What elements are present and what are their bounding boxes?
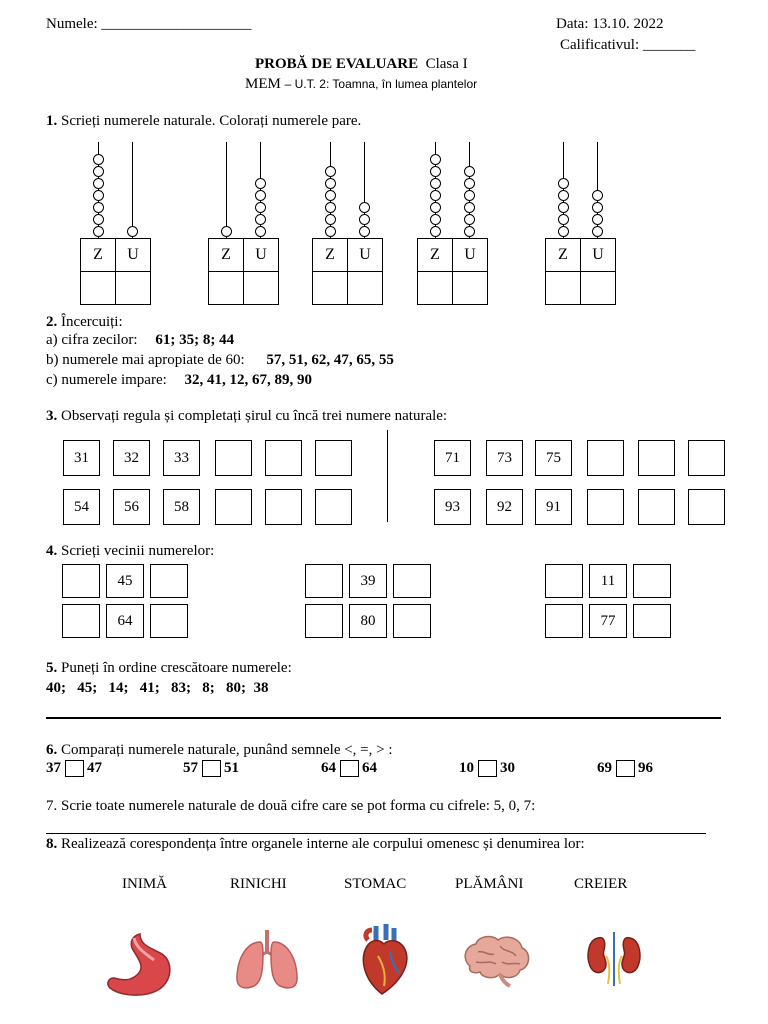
stomach-icon bbox=[100, 930, 180, 1000]
tens-bead bbox=[430, 178, 441, 189]
ex3-left-number-box: 56 bbox=[113, 489, 150, 525]
u-header-cell: U bbox=[115, 238, 151, 272]
tens-bead bbox=[93, 154, 104, 165]
ex6-pair-4 bbox=[459, 760, 515, 777]
ex2-a-label: a) cifra zecilor: bbox=[46, 332, 138, 348]
ex7-answer-line bbox=[46, 833, 706, 834]
ex4-number-box: 39 bbox=[349, 564, 387, 598]
u-header-cell: U bbox=[243, 238, 279, 272]
subject-bold: MEM bbox=[245, 76, 281, 92]
ex1-text: Scrieți numerele naturale. Colorați numerele pare. bbox=[61, 113, 362, 129]
ex3-text: Observați regula și completați șirul cu încă trei numere naturale: bbox=[61, 408, 448, 424]
ex3-right-number-box: 91 bbox=[535, 489, 572, 525]
units-bead bbox=[359, 202, 370, 213]
subtitle bbox=[245, 76, 477, 93]
subject-rest: – U.T. 2: Toamna, în lumea plantelor bbox=[284, 77, 478, 91]
units-answer-box[interactable] bbox=[347, 271, 383, 305]
units-bead bbox=[255, 214, 266, 225]
ex6-sign-box[interactable] bbox=[478, 760, 497, 777]
ex4-successor-box[interactable] bbox=[150, 604, 188, 638]
organ-label-kidneys: RINICHI bbox=[230, 876, 287, 892]
ex4-number-box: 11 bbox=[589, 564, 627, 598]
ex6-right-number: 47 bbox=[87, 760, 102, 776]
ex3-left-number-box: 54 bbox=[63, 489, 100, 525]
tens-bead bbox=[558, 178, 569, 189]
ex4-successor-box[interactable] bbox=[393, 564, 431, 598]
units-rod bbox=[132, 142, 133, 238]
ex3-right-answer-box[interactable] bbox=[638, 489, 675, 525]
z-header-cell: Z bbox=[417, 238, 453, 272]
ex5-text: Puneți în ordine crescătoare numerele: bbox=[61, 660, 292, 676]
ex5-answer-line bbox=[46, 717, 721, 719]
tens-answer-box[interactable] bbox=[208, 271, 244, 305]
ex4-predecessor-box[interactable] bbox=[545, 564, 583, 598]
ex6-right-number: 30 bbox=[500, 760, 515, 776]
tens-answer-box[interactable] bbox=[545, 271, 581, 305]
ex3-right-number-box: 71 bbox=[434, 440, 471, 476]
units-bead bbox=[464, 214, 475, 225]
ex6-right-number: 51 bbox=[224, 760, 239, 776]
ex2-c-values: 32, 41, 12, 67, 89, 90 bbox=[184, 372, 313, 388]
ex6-left-number: 69 bbox=[597, 760, 612, 776]
ex3-left-number-box: 31 bbox=[63, 440, 100, 476]
ex2-c-label: c) numerele impare: bbox=[46, 372, 167, 388]
units-bead bbox=[592, 214, 603, 225]
ex3-left-answer-box[interactable] bbox=[215, 440, 252, 476]
ex1-heading bbox=[46, 113, 361, 130]
ex4-successor-box[interactable] bbox=[393, 604, 431, 638]
ex4-heading bbox=[46, 543, 214, 560]
ex8-heading bbox=[46, 836, 585, 853]
tens-bead bbox=[558, 214, 569, 225]
units-bead bbox=[255, 190, 266, 201]
ex2-heading bbox=[46, 314, 123, 331]
units-bead bbox=[592, 226, 603, 237]
tens-bead bbox=[93, 226, 104, 237]
ex3-right-answer-box[interactable] bbox=[688, 440, 725, 476]
units-bead bbox=[255, 226, 266, 237]
ex4-number: 4. bbox=[46, 543, 58, 559]
ex2-number: 2. bbox=[46, 314, 58, 330]
ex3-left-answer-box[interactable] bbox=[265, 440, 302, 476]
ex6-sign-box[interactable] bbox=[202, 760, 221, 777]
units-bead bbox=[127, 226, 138, 237]
ex6-left-number: 57 bbox=[183, 760, 198, 776]
ex3-left-number-box: 33 bbox=[163, 440, 200, 476]
ex2-text: Încercuiți: bbox=[61, 314, 123, 330]
ex6-right-number: 96 bbox=[638, 760, 653, 776]
ex3-left-answer-box[interactable] bbox=[315, 489, 352, 525]
ex4-number-box: 45 bbox=[106, 564, 144, 598]
page-title bbox=[255, 56, 468, 73]
brain-icon bbox=[460, 932, 532, 988]
ex3-divider bbox=[387, 430, 388, 522]
kidneys-icon bbox=[584, 932, 644, 986]
units-answer-box[interactable] bbox=[115, 271, 151, 305]
ex6-right-number: 64 bbox=[362, 760, 377, 776]
tens-bead bbox=[93, 214, 104, 225]
ex3-left-answer-box[interactable] bbox=[265, 489, 302, 525]
u-header-cell: U bbox=[347, 238, 383, 272]
ex4-predecessor-box[interactable] bbox=[305, 564, 343, 598]
tens-bead bbox=[558, 226, 569, 237]
units-bead bbox=[592, 202, 603, 213]
tens-bead bbox=[93, 202, 104, 213]
ex4-successor-box[interactable] bbox=[633, 604, 671, 638]
ex6-left-number: 37 bbox=[46, 760, 61, 776]
date-label: Data: 13.10. 2022 bbox=[556, 16, 664, 32]
ex6-sign-box[interactable] bbox=[340, 760, 359, 777]
units-bead bbox=[464, 202, 475, 213]
tens-answer-box[interactable] bbox=[417, 271, 453, 305]
ex3-right-number-box: 75 bbox=[535, 440, 572, 476]
z-header-cell: Z bbox=[80, 238, 116, 272]
tens-bead bbox=[325, 214, 336, 225]
ex2-a-values: 61; 35; 8; 44 bbox=[155, 332, 235, 348]
ex3-left-number-box: 58 bbox=[163, 489, 200, 525]
tens-bead bbox=[93, 178, 104, 189]
ex5-values: 40; 45; 14; 41; 83; 8; 80; 38 bbox=[46, 680, 269, 696]
ex1-number: 1. bbox=[46, 113, 58, 129]
ex3-left-answer-box[interactable] bbox=[315, 440, 352, 476]
title-class: Clasa I bbox=[425, 56, 468, 72]
organ-label-lungs: PLĂMÂNI bbox=[455, 876, 524, 892]
ex6-left-number: 10 bbox=[459, 760, 474, 776]
units-bead bbox=[255, 202, 266, 213]
ex3-left-number-box: 32 bbox=[113, 440, 150, 476]
ex8-text: Realizează corespondența între organele interne ale corpului omenesc și denumirea lor: bbox=[61, 836, 585, 852]
tens-bead bbox=[558, 202, 569, 213]
units-bead bbox=[464, 166, 475, 177]
ex6-heading bbox=[46, 742, 393, 759]
tens-bead bbox=[430, 202, 441, 213]
tens-bead bbox=[430, 226, 441, 237]
ex3-right-number-box: 92 bbox=[486, 489, 523, 525]
tens-answer-box[interactable] bbox=[80, 271, 116, 305]
ex3-right-answer-box[interactable] bbox=[638, 440, 675, 476]
units-bead bbox=[255, 178, 266, 189]
z-header-cell: Z bbox=[545, 238, 581, 272]
tens-rod bbox=[226, 142, 227, 238]
ex5-number: 5. bbox=[46, 660, 58, 676]
ex7-text: 7. Scrie toate numerele naturale de două cifre care se pot forma cu cifrele: 5, 0, 7: bbox=[46, 798, 536, 814]
ex3-left-answer-box[interactable] bbox=[215, 489, 252, 525]
ex3-right-answer-box[interactable] bbox=[688, 489, 725, 525]
ex6-pair-5 bbox=[597, 760, 653, 777]
name-label: Numele: ____________________ bbox=[46, 16, 252, 32]
ex3-right-answer-box[interactable] bbox=[587, 489, 624, 525]
lungs-icon bbox=[232, 928, 302, 992]
title-bold: PROBĂ DE EVALUARE bbox=[255, 56, 419, 72]
ex6-sign-box[interactable] bbox=[65, 760, 84, 777]
tens-bead bbox=[93, 190, 104, 201]
units-bead bbox=[592, 190, 603, 201]
ex3-right-number-box: 73 bbox=[486, 440, 523, 476]
ex6-left-number: 64 bbox=[321, 760, 336, 776]
ex3-right-number-box: 93 bbox=[434, 489, 471, 525]
ex5-heading bbox=[46, 660, 292, 677]
tens-bead bbox=[325, 226, 336, 237]
ex6-pair-2 bbox=[183, 760, 239, 777]
tens-bead bbox=[558, 190, 569, 201]
ex2-a bbox=[46, 332, 234, 349]
ex6-text: Comparați numerele naturale, punând semnele <, =, > : bbox=[61, 742, 393, 758]
tens-bead bbox=[221, 226, 232, 237]
tens-bead bbox=[325, 190, 336, 201]
units-bead bbox=[359, 226, 370, 237]
ex2-b bbox=[46, 352, 394, 369]
organ-label-brain: CREIER bbox=[574, 876, 628, 892]
tens-bead bbox=[430, 166, 441, 177]
heart-icon bbox=[356, 922, 414, 998]
tens-bead bbox=[430, 154, 441, 165]
u-header-cell: U bbox=[452, 238, 488, 272]
ex3-number: 3. bbox=[46, 408, 58, 424]
ex4-number-box: 80 bbox=[349, 604, 387, 638]
ex6-pair-3 bbox=[321, 760, 377, 777]
ex4-successor-box[interactable] bbox=[150, 564, 188, 598]
z-header-cell: Z bbox=[312, 238, 348, 272]
tens-answer-box[interactable] bbox=[312, 271, 348, 305]
ex4-text: Scrieți vecinii numerelor: bbox=[61, 543, 215, 559]
units-answer-box[interactable] bbox=[243, 271, 279, 305]
ex4-number-box: 77 bbox=[589, 604, 627, 638]
organ-label-heart: INIMĂ bbox=[122, 876, 167, 892]
ex4-predecessor-box[interactable] bbox=[545, 604, 583, 638]
units-answer-box[interactable] bbox=[452, 271, 488, 305]
organ-label-stomach: STOMAC bbox=[344, 876, 407, 892]
ex3-heading bbox=[46, 408, 447, 425]
ex2-b-values: 57, 51, 62, 47, 65, 55 bbox=[266, 352, 394, 368]
ex4-predecessor-box[interactable] bbox=[62, 564, 100, 598]
tens-bead bbox=[325, 202, 336, 213]
u-header-cell: U bbox=[580, 238, 616, 272]
ex3-right-answer-box[interactable] bbox=[587, 440, 624, 476]
ex6-sign-box[interactable] bbox=[616, 760, 635, 777]
units-answer-box[interactable] bbox=[580, 271, 616, 305]
tens-bead bbox=[430, 214, 441, 225]
ex8-number: 8. bbox=[46, 836, 58, 852]
ex4-number-box: 64 bbox=[106, 604, 144, 638]
ex4-predecessor-box[interactable] bbox=[62, 604, 100, 638]
tens-bead bbox=[325, 178, 336, 189]
tens-bead bbox=[93, 166, 104, 177]
units-bead bbox=[464, 226, 475, 237]
ex2-b-label: b) numerele mai apropiate de 60: bbox=[46, 352, 245, 368]
grade-label: Calificativul: _______ bbox=[560, 37, 696, 53]
ex2-c bbox=[46, 372, 312, 389]
ex4-successor-box[interactable] bbox=[633, 564, 671, 598]
tens-bead bbox=[325, 166, 336, 177]
units-bead bbox=[359, 214, 370, 225]
ex6-pair-1 bbox=[46, 760, 102, 777]
ex6-number: 6. bbox=[46, 742, 58, 758]
ex4-predecessor-box[interactable] bbox=[305, 604, 343, 638]
units-bead bbox=[464, 190, 475, 201]
units-bead bbox=[464, 178, 475, 189]
tens-bead bbox=[430, 190, 441, 201]
z-header-cell: Z bbox=[208, 238, 244, 272]
